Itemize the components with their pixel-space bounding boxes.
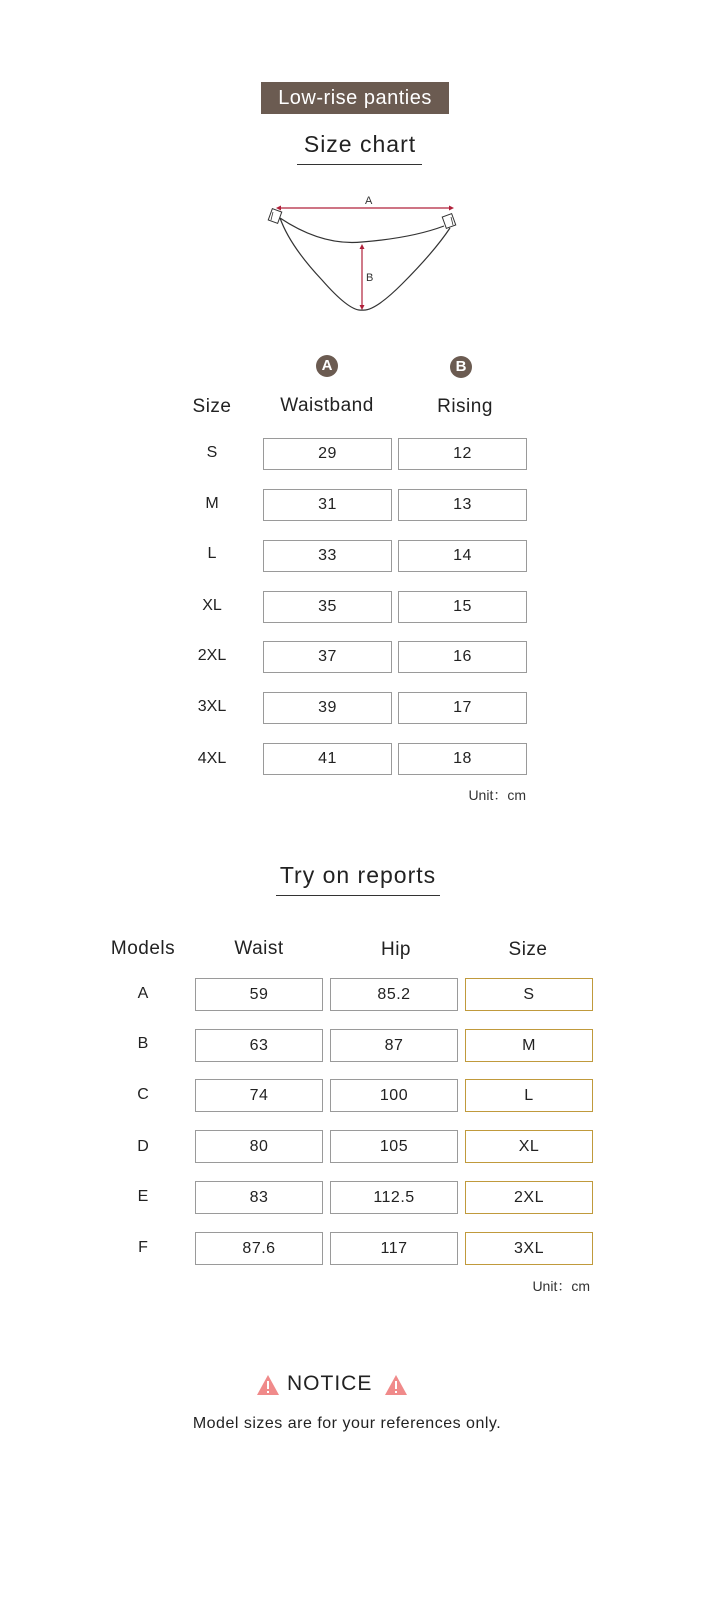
- cell-waistband: 37: [263, 641, 392, 673]
- right-strap-icon: [442, 214, 456, 229]
- cell-rising: 16: [398, 641, 527, 673]
- header-rising: Rising: [437, 396, 493, 417]
- warning-icon: [256, 1374, 280, 1396]
- cell-hip: 87: [330, 1029, 458, 1062]
- cell-size: L: [465, 1079, 593, 1112]
- cell-hip: 85.2: [330, 978, 458, 1011]
- cell-hip: 100: [330, 1079, 458, 1112]
- cell-rising: 17: [398, 692, 527, 724]
- cell-size: 2XL: [465, 1181, 593, 1214]
- header-waistband: Waistband: [280, 395, 374, 416]
- diagram-label-a: A: [365, 195, 373, 207]
- size-chart-unit: Unit：cm: [468, 787, 526, 803]
- row-size-label: S: [206, 444, 218, 461]
- cell-waist: 59: [195, 978, 323, 1011]
- cell-waist: 83: [195, 1181, 323, 1214]
- row-model-label: C: [137, 1086, 149, 1103]
- cell-waistband: 29: [263, 438, 392, 470]
- cell-waist: 74: [195, 1079, 323, 1112]
- row-size-label: L: [207, 545, 217, 562]
- header-size: Size: [508, 939, 548, 960]
- cell-rising: 14: [398, 540, 527, 572]
- header-hip: Hip: [380, 939, 411, 960]
- cell-waistband: 39: [263, 692, 392, 724]
- size-chart-title-underline: [297, 164, 422, 165]
- try-on-title-underline: [276, 895, 440, 896]
- row-model-label: D: [137, 1138, 149, 1155]
- cell-size: 3XL: [465, 1232, 593, 1265]
- row-size-label: 4XL: [197, 750, 227, 767]
- header-waist: Waist: [234, 938, 284, 959]
- cell-size: S: [465, 978, 593, 1011]
- row-model-label: E: [137, 1188, 149, 1205]
- notice-title: NOTICE: [287, 1372, 373, 1395]
- row-size-label: XL: [202, 597, 222, 614]
- cell-waistband: 31: [263, 489, 392, 521]
- cell-waistband: 33: [263, 540, 392, 572]
- try-on-title: Try on reports: [279, 862, 437, 888]
- left-strap-icon: [268, 209, 282, 224]
- row-size-label: 2XL: [197, 647, 227, 664]
- cell-hip: 105: [330, 1130, 458, 1163]
- cell-rising: 18: [398, 743, 527, 775]
- cell-rising: 12: [398, 438, 527, 470]
- cell-waistband: 35: [263, 591, 392, 623]
- warning-icon: [384, 1374, 408, 1396]
- header-models: Models: [110, 938, 176, 959]
- cell-rising: 13: [398, 489, 527, 521]
- cell-waistband: 41: [263, 743, 392, 775]
- row-model-label: B: [137, 1035, 149, 1052]
- cell-waist: 87.6: [195, 1232, 323, 1265]
- cell-hip: 112.5: [330, 1181, 458, 1214]
- size-chart-title: Size chart: [303, 131, 417, 157]
- row-model-label: F: [138, 1239, 148, 1256]
- header-size: Size: [192, 396, 232, 417]
- cell-waist: 63: [195, 1029, 323, 1062]
- row-size-label: M: [205, 495, 219, 512]
- product-title: Low-rise panties: [261, 82, 449, 114]
- try-on-unit: Unit：cm: [532, 1278, 590, 1294]
- marker-a-icon: A: [316, 355, 338, 377]
- cell-hip: 117: [330, 1232, 458, 1265]
- row-size-label: 3XL: [197, 698, 227, 715]
- cell-waist: 80: [195, 1130, 323, 1163]
- marker-b-icon: B: [450, 356, 472, 378]
- row-model-label: A: [137, 985, 149, 1002]
- panties-diagram: [262, 188, 462, 318]
- diagram-label-b: B: [366, 272, 374, 284]
- notice-text: Model sizes are for your references only.: [192, 1415, 502, 1432]
- cell-rising: 15: [398, 591, 527, 623]
- cell-size: M: [465, 1029, 593, 1062]
- cell-size: XL: [465, 1130, 593, 1163]
